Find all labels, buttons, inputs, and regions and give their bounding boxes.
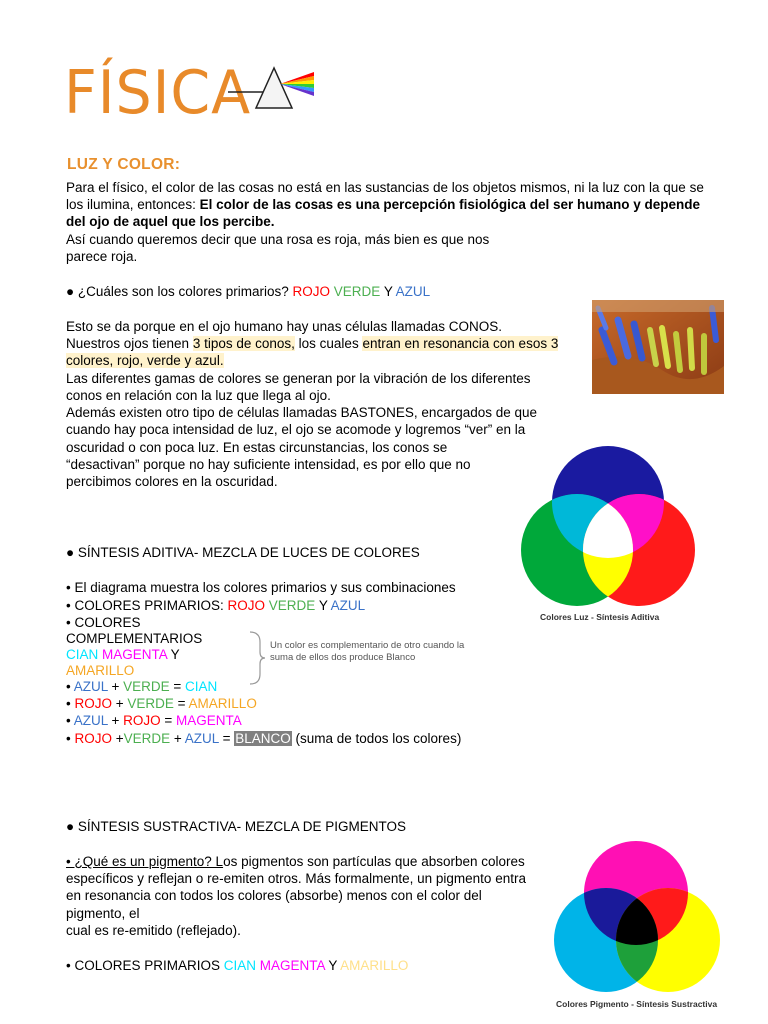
combo1-cian: CIAN: [185, 679, 218, 694]
additive-rojo: ROJO: [227, 598, 266, 613]
sub-cian: CIAN: [223, 958, 257, 973]
additive-caption: Colores Luz - Síntesis Aditiva: [540, 612, 660, 622]
cones-line-2: [66, 335, 558, 352]
cones-line-5: conos en relación con la luz que llega al ojo.: [66, 388, 331, 403]
pigment-line-4: pigmento, el: [66, 906, 140, 921]
primaries-question: [66, 283, 430, 300]
intro-line-4: Así cuando queremos decir que una rosa es roja, más bien es que nos: [66, 232, 490, 247]
cones-line-7: cuando hay poca intensidad de luz, el ojo se acomode y logremos “ver” en la: [66, 422, 526, 437]
combo-all: • ROJO +VERDE + AZUL = BLANCO (suma de todos los colores): [66, 731, 462, 746]
cones-line-1: Esto se da porque en el ojo humano hay unas células llamadas CONOS.: [66, 319, 503, 334]
intro-line-5: parece roja.: [66, 249, 138, 264]
pigment-line-3: en resonancia con todos los colores (absorbe) menos con el color del: [66, 888, 482, 903]
complementary-colors: [66, 646, 180, 663]
sub-magenta: MAGENTA: [259, 958, 325, 973]
primary-y: Y: [383, 284, 393, 299]
pigment-line-5: cual es re-emitido (reflejado).: [66, 923, 241, 938]
section-subtitle: LUZ Y COLOR:: [67, 156, 181, 173]
complementary-amarillo: [66, 662, 134, 679]
comp-magenta: MAGENTA: [102, 647, 168, 662]
cones-line-3: [66, 352, 224, 369]
cones-line-6: Además existen otro tipo de células llamadas BASTONES, encargados de que: [66, 405, 538, 420]
combo4-blanco: BLANCO: [235, 731, 291, 746]
additive-bullet-1: • El diagrama muestra los colores primarios y sus combinaciones: [66, 580, 456, 595]
combo3-magenta: MAGENTA: [176, 713, 242, 728]
additive-primaries-pre: • COLORES PRIMARIOS:: [66, 598, 228, 613]
sub-y: Y: [328, 958, 338, 973]
additive-verde: VERDE: [268, 598, 316, 613]
combo2-amarillo: AMARILLO: [188, 696, 257, 711]
cones-line-4: Las diferentes gamas de colores se generan por la vibración de los diferentes: [66, 371, 531, 386]
cones-highlight-1: 3 tipos de conos,: [192, 336, 295, 351]
sub-amarillo: AMARILLO: [340, 958, 409, 973]
intro-line-3: [66, 213, 275, 230]
additive-primaries: [66, 597, 365, 614]
comp-y: Y: [170, 647, 180, 662]
combo4-rojo: ROJO: [74, 731, 112, 746]
intro-line-1: Para el físico, el color de las cosas no está en las sustancias de los objetos mismos, ni la luz con la que se: [66, 180, 704, 195]
pigment-question: [66, 853, 525, 870]
pigment-question-underlined: • ¿Qué es un pigmento? L: [66, 854, 224, 869]
combo3-rojo: ROJO: [123, 713, 161, 728]
intro-line-2-plain: los ilumina, entonces:: [66, 197, 200, 212]
cones-line-9: “desactivan” porque no hay suficiente intensidad, es por ello que no: [66, 457, 471, 472]
primary-rojo: ROJO: [292, 284, 331, 299]
comp-amarillo: AMARILLO: [66, 663, 135, 678]
combo4-verde: VERDE: [123, 731, 171, 746]
combo1-verde: VERDE: [123, 679, 170, 694]
intro-line-2: [66, 196, 700, 213]
combo-rojo-verde: • ROJO + VERDE = AMARILLO: [66, 696, 257, 711]
combo-azul-verde: • AZUL + VERDE = CIAN: [66, 679, 218, 694]
combo4-azul: AZUL: [184, 731, 219, 746]
cones-line-8: oscuridad o con poca luz. En estas circunstancias, los conos se: [66, 440, 448, 455]
primaries-question-text: ● ¿Cuáles son los colores primarios?: [66, 284, 293, 299]
complementary-note: Un color es complementario de otro cuando la suma de ellos dos produce Blanco: [270, 640, 465, 663]
intro-line-2-bold: El color de las cosas es una percepción fisiológica del ser humano y depende: [199, 197, 700, 212]
pigment-line-2: específicos y reflejan o re-emiten otros. Más formalmente, un pigmento entra: [66, 871, 526, 886]
subtractive-primaries-pre: • COLORES PRIMARIOS: [66, 958, 224, 973]
cones-highlight-2: entran en resonancia con esos 3: [362, 336, 559, 351]
additive-heading: ● SÍNTESIS ADITIVA- MEZCLA DE LUCES DE COLORES: [66, 545, 420, 560]
combo3-azul: AZUL: [73, 713, 108, 728]
subtractive-synthesis-diagram: [550, 838, 726, 996]
additive-azul: AZUL: [330, 598, 366, 613]
additive-synthesis-diagram: [516, 444, 700, 624]
comp-cian: CIAN: [66, 647, 99, 662]
pigment-question-rest: os pigmentos son partículas que absorben colores: [223, 854, 525, 869]
subtractive-primaries: [66, 957, 408, 974]
combo2-verde: VERDE: [127, 696, 174, 711]
cones-line-2a: Nuestros ojos tienen: [66, 336, 193, 351]
complementary-label-1: • COLORES: [66, 615, 141, 630]
combo-azul-rojo: • AZUL + ROJO = MAGENTA: [66, 713, 242, 728]
complementary-label-2: COMPLEMENTARIOS: [66, 631, 203, 646]
cones-micrograph-image: [592, 300, 724, 394]
page-title: FÍSICA: [64, 58, 252, 128]
primary-azul: AZUL: [395, 284, 431, 299]
combo1-azul: AZUL: [73, 679, 108, 694]
intro-line-3-bold: del ojo de aquel que los percibe.: [66, 214, 275, 229]
combo4-suffix: (suma de todos los colores): [291, 731, 462, 746]
subtractive-caption: Colores Pigmento - Síntesis Sustractiva: [556, 999, 718, 1009]
cones-highlight-3: colores, rojo, verde y azul.: [66, 353, 224, 368]
cones-line-2b: los cuales: [294, 336, 363, 351]
combo2-rojo: ROJO: [74, 696, 112, 711]
cones-line-10: percibimos colores en la oscuridad.: [66, 474, 278, 489]
primary-verde: VERDE: [333, 284, 381, 299]
brace-icon: [246, 630, 266, 686]
additive-y: Y: [318, 598, 328, 613]
prism-icon: [228, 62, 318, 122]
subtractive-heading: ● SÍNTESIS SUSTRACTIVA- MEZCLA DE PIGMENTOS: [66, 819, 406, 834]
